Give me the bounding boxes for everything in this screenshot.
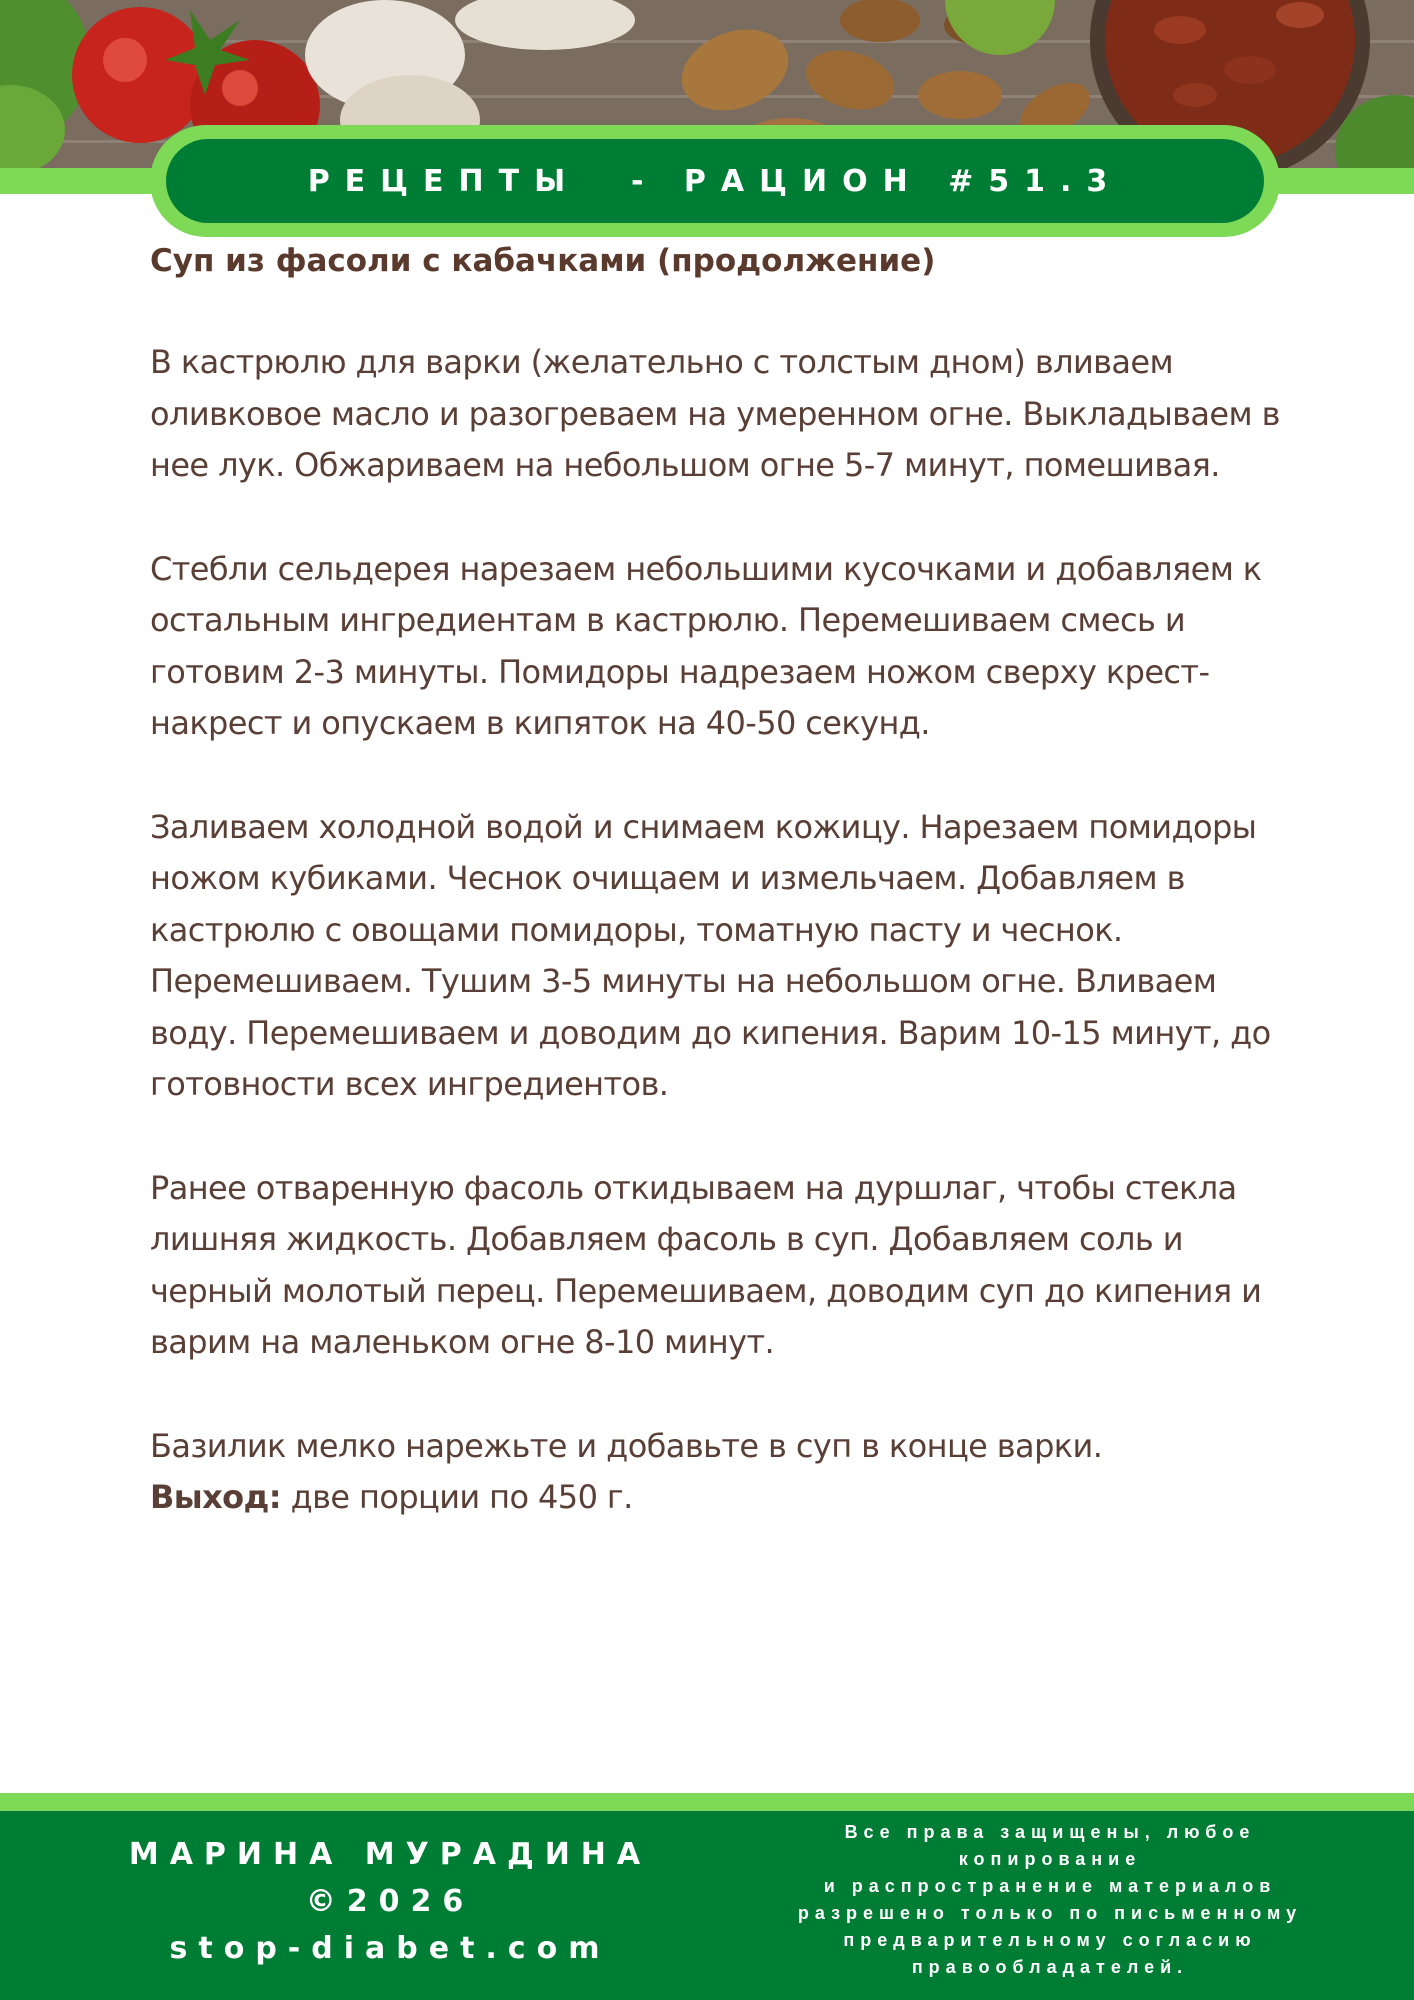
title-banner <box>166 139 1264 223</box>
rights-line: предварительному согласию <box>843 1930 1257 1950</box>
recipe-step-paragraph: Стебли сельдерея нарезаем небольшими кусочками и добавляем к остальным ингредиентам в кастрюлю. Перемешиваем смесь и готовим 2-3 минуты. Помидоры надрезаем ножом сверху крест-накрест и опускаем в кипяток на 40-50 секунд. <box>150 549 1262 742</box>
rights-line: разрешено только по письменному <box>797 1903 1303 1923</box>
yield-value: две порции по 450 г. <box>281 1478 633 1516</box>
recipe-step-paragraph: Заливаем холодной водой и снимаем кожицу. Нарезаем помидоры ножом кубиками. Чеснок очищаем и измельчаем. Добавляем в кастрюлю с овощами помидоры, томатную пасту и чеснок. Перемешиваем. Тушим 3-5 минуты на небольшом огне. Вливаем воду. Перемешиваем и доводим до кипения. Варим 10-15 минут, до готовности всех ингредиентов. <box>150 807 1271 1103</box>
footer-accent-strip <box>0 1793 1414 1811</box>
author-name: МАРИНА МУРАДИНА <box>128 1837 652 1872</box>
recipe-step-paragraph: В кастрюлю для варки (желательно с толстым дном) вливаем оливковое масло и разогреваем на умеренном огне. Выкладываем в нее лук. Обжариваем на небольшом огне 5-7 минут, помешивая. <box>150 343 1280 484</box>
page-title: РЕЦЕПТЫ - РАЦИОН #51.3 <box>307 163 1123 199</box>
recipe-title: Суп из фасоли с кабачками (продолжение) <box>150 243 936 279</box>
footer-author-block <box>40 1831 740 1972</box>
rights-line: копирование <box>958 1849 1142 1869</box>
rights-line: правообладателей. <box>911 1957 1189 1977</box>
recipe-step-paragraph: Ранее отваренную фасоль откидываем на дуршлаг, чтобы стекла лишняя жидкость. Добавляем фасоль в суп. Добавляем соль и черный молотый перец. Перемешиваем, доводим суп до кипения и варим на маленьком огне 8-10 минут. <box>150 1168 1262 1361</box>
rights-notice <box>730 1819 1370 1981</box>
copyright-year: ©2026 <box>305 1884 475 1919</box>
yield-label: Выход: <box>150 1478 281 1516</box>
recipe-content <box>150 240 1290 1524</box>
website-link[interactable]: stop-diabet.com <box>169 1931 611 1966</box>
recipe-final-paragraph <box>150 1421 1290 1524</box>
recipe-final-step: Базилик мелко нарежьте и добавьте в суп в конце варки. <box>150 1426 1103 1465</box>
footer <box>0 1811 1414 2000</box>
rights-line: Все права защищены, любое <box>844 1822 1256 1842</box>
rights-line: и распространение материалов <box>823 1876 1277 1896</box>
